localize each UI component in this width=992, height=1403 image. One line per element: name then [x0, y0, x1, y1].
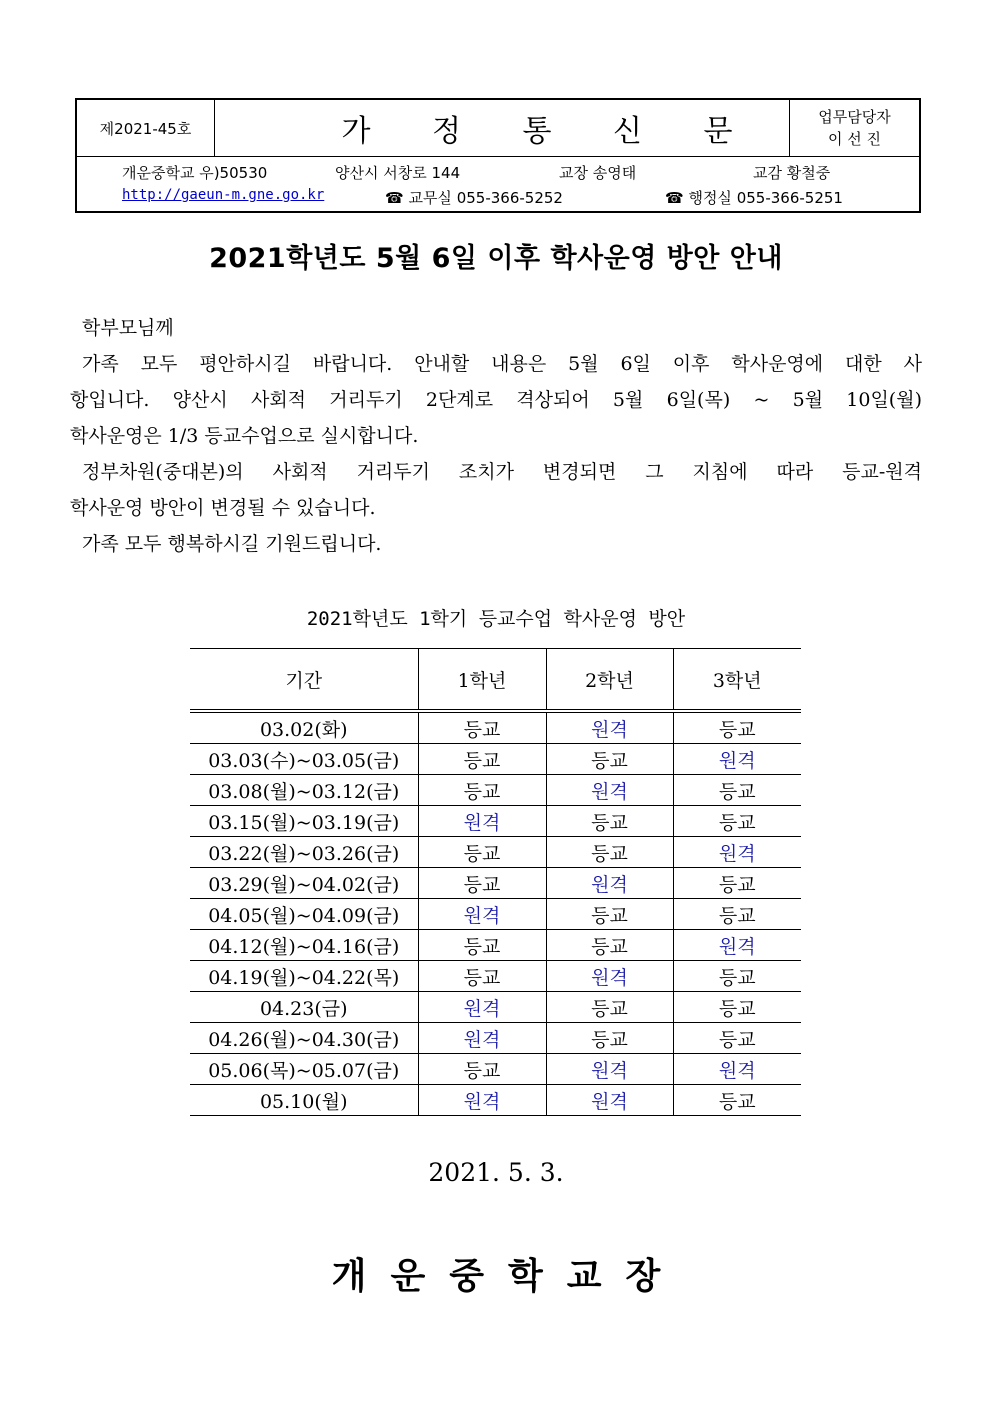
grade-2-cell: 등교	[546, 744, 673, 775]
person-label: 업무담당자	[818, 108, 891, 126]
grade-2-cell: 등교	[546, 992, 673, 1023]
period-cell: 04.19(월)~04.22(목)	[190, 961, 418, 992]
grade-3-cell: 등교	[673, 992, 801, 1023]
grade-3-cell: 등교	[673, 711, 801, 744]
table-header-row	[190, 649, 801, 712]
grade-2-cell: 원격	[546, 1085, 673, 1116]
grade-2-cell: 등교	[546, 837, 673, 868]
grade-3-cell: 원격	[673, 744, 801, 775]
admin-phone: ☎ 행정실 055-366-5251	[665, 189, 843, 207]
grade-1-cell: 등교	[418, 1054, 546, 1085]
grade-2-cell: 등교	[546, 930, 673, 961]
table-row	[190, 961, 801, 992]
period-cell: 05.10(월)	[190, 1085, 418, 1116]
grade-1-cell: 원격	[418, 806, 546, 837]
letter-body	[70, 310, 922, 562]
table-row	[190, 1085, 801, 1116]
letterhead	[75, 98, 921, 213]
grade-1-cell: 등교	[418, 744, 546, 775]
principal-signature: 개운중학교장	[331, 1256, 685, 1297]
period-cell: 03.29(월)~04.02(금)	[190, 868, 418, 899]
period-cell: 03.22(월)~03.26(금)	[190, 837, 418, 868]
period-cell: 04.23(금)	[190, 992, 418, 1023]
table-row	[190, 806, 801, 837]
paragraph-1-line-2: 항입니다. 양산시 사회적 거리두기 2단계로 격상되어 5월 6일(목) ~ 5월 10일(월)	[70, 389, 922, 411]
table-row	[190, 837, 801, 868]
grade-1-cell: 등교	[418, 837, 546, 868]
period-cell: 04.12(월)~04.16(금)	[190, 930, 418, 961]
table-caption: 2021학년도 1학기 등교수업 학사운영 방안	[306, 608, 686, 630]
document-title: 2021학년도 5월 6일 이후 학사운영 방안 안내	[209, 243, 783, 274]
grade-3-cell: 등교	[673, 1085, 801, 1116]
school-address: 양산시 서창로 144	[335, 164, 461, 182]
grade-2-cell: 원격	[546, 711, 673, 744]
grade-2-cell: 원격	[546, 775, 673, 806]
grade-3-cell: 원격	[673, 837, 801, 868]
grade-2-cell: 등교	[546, 1023, 673, 1054]
period-cell: 03.03(수)~03.05(금)	[190, 744, 418, 775]
grade-3-cell: 등교	[673, 899, 801, 930]
grade-1-cell: 원격	[418, 992, 546, 1023]
header-grade-1: 1학년	[418, 649, 546, 712]
table-row	[190, 868, 801, 899]
person-in-charge	[789, 100, 919, 156]
greeting: 학부모님께	[82, 317, 174, 339]
document-number: 제2021-45호	[77, 100, 215, 156]
header-period: 기간	[190, 649, 418, 712]
period-cell: 04.05(월)~04.09(금)	[190, 899, 418, 930]
period-cell: 03.15(월)~03.19(금)	[190, 806, 418, 837]
header-grade-3: 3학년	[673, 649, 801, 712]
grade-3-cell: 등교	[673, 775, 801, 806]
period-cell: 03.08(월)~03.12(금)	[190, 775, 418, 806]
period-cell: 05.06(목)~05.07(금)	[190, 1054, 418, 1085]
office-phone: ☎ 교무실 055-366-5252	[385, 189, 563, 207]
grade-1-cell: 원격	[418, 1023, 546, 1054]
vice-principal-name: 교감 황철중	[753, 164, 831, 182]
grade-1-cell: 등교	[418, 961, 546, 992]
grade-3-cell: 원격	[673, 1054, 801, 1085]
closing-line: 가족 모두 행복하시길 기원드립니다.	[82, 533, 382, 555]
header-grade-2: 2학년	[546, 649, 673, 712]
grade-1-cell: 등교	[418, 930, 546, 961]
schedule-table	[190, 648, 801, 1116]
grade-1-cell: 원격	[418, 1085, 546, 1116]
letterhead-top-row	[77, 100, 919, 157]
school-website-link[interactable]: http://gaeun-m.gne.go.kr	[122, 187, 325, 203]
grade-1-cell: 등교	[418, 711, 546, 744]
issue-date: 2021. 5. 3.	[428, 1158, 564, 1187]
person-name: 이 선 진	[827, 130, 881, 148]
table-row	[190, 899, 801, 930]
table-row	[190, 744, 801, 775]
period-cell: 03.02(화)	[190, 711, 418, 744]
paragraph-1-line-3: 학사운영은 1/3 등교수업으로 실시합니다.	[70, 425, 419, 447]
grade-3-cell: 등교	[673, 806, 801, 837]
paragraph-2-line-2: 학사운영 방안이 변경될 수 있습니다.	[70, 497, 376, 519]
table-row	[190, 711, 801, 744]
grade-3-cell: 등교	[673, 868, 801, 899]
grade-3-cell: 등교	[673, 1023, 801, 1054]
table-row	[190, 1054, 801, 1085]
grade-2-cell: 원격	[546, 1054, 673, 1085]
grade-3-cell: 등교	[673, 961, 801, 992]
school-name: 개운중학교 우)50530	[122, 164, 268, 182]
grade-2-cell: 등교	[546, 899, 673, 930]
principal-name: 교장 송영태	[559, 164, 637, 182]
grade-2-cell: 등교	[546, 806, 673, 837]
paragraph-1-line-1: 가족 모두 평안하시길 바랍니다. 안내할 내용은 5월 6일 이후 학사운영에 대한 사	[82, 353, 922, 375]
grade-1-cell: 등교	[418, 775, 546, 806]
table-row	[190, 775, 801, 806]
grade-2-cell: 원격	[546, 868, 673, 899]
letterhead-title: 가 정 통 신 문	[341, 114, 759, 149]
table-row	[190, 992, 801, 1023]
table-row	[190, 930, 801, 961]
grade-2-cell: 원격	[546, 961, 673, 992]
paragraph-2-line-1: 정부차원(중대본)의 사회적 거리두기 조치가 변경되면 그 지침에 따라 등교-원격	[82, 461, 922, 483]
grade-1-cell: 등교	[418, 868, 546, 899]
grade-1-cell: 원격	[418, 899, 546, 930]
period-cell: 04.26(월)~04.30(금)	[190, 1023, 418, 1054]
grade-3-cell: 원격	[673, 930, 801, 961]
table-row	[190, 1023, 801, 1054]
